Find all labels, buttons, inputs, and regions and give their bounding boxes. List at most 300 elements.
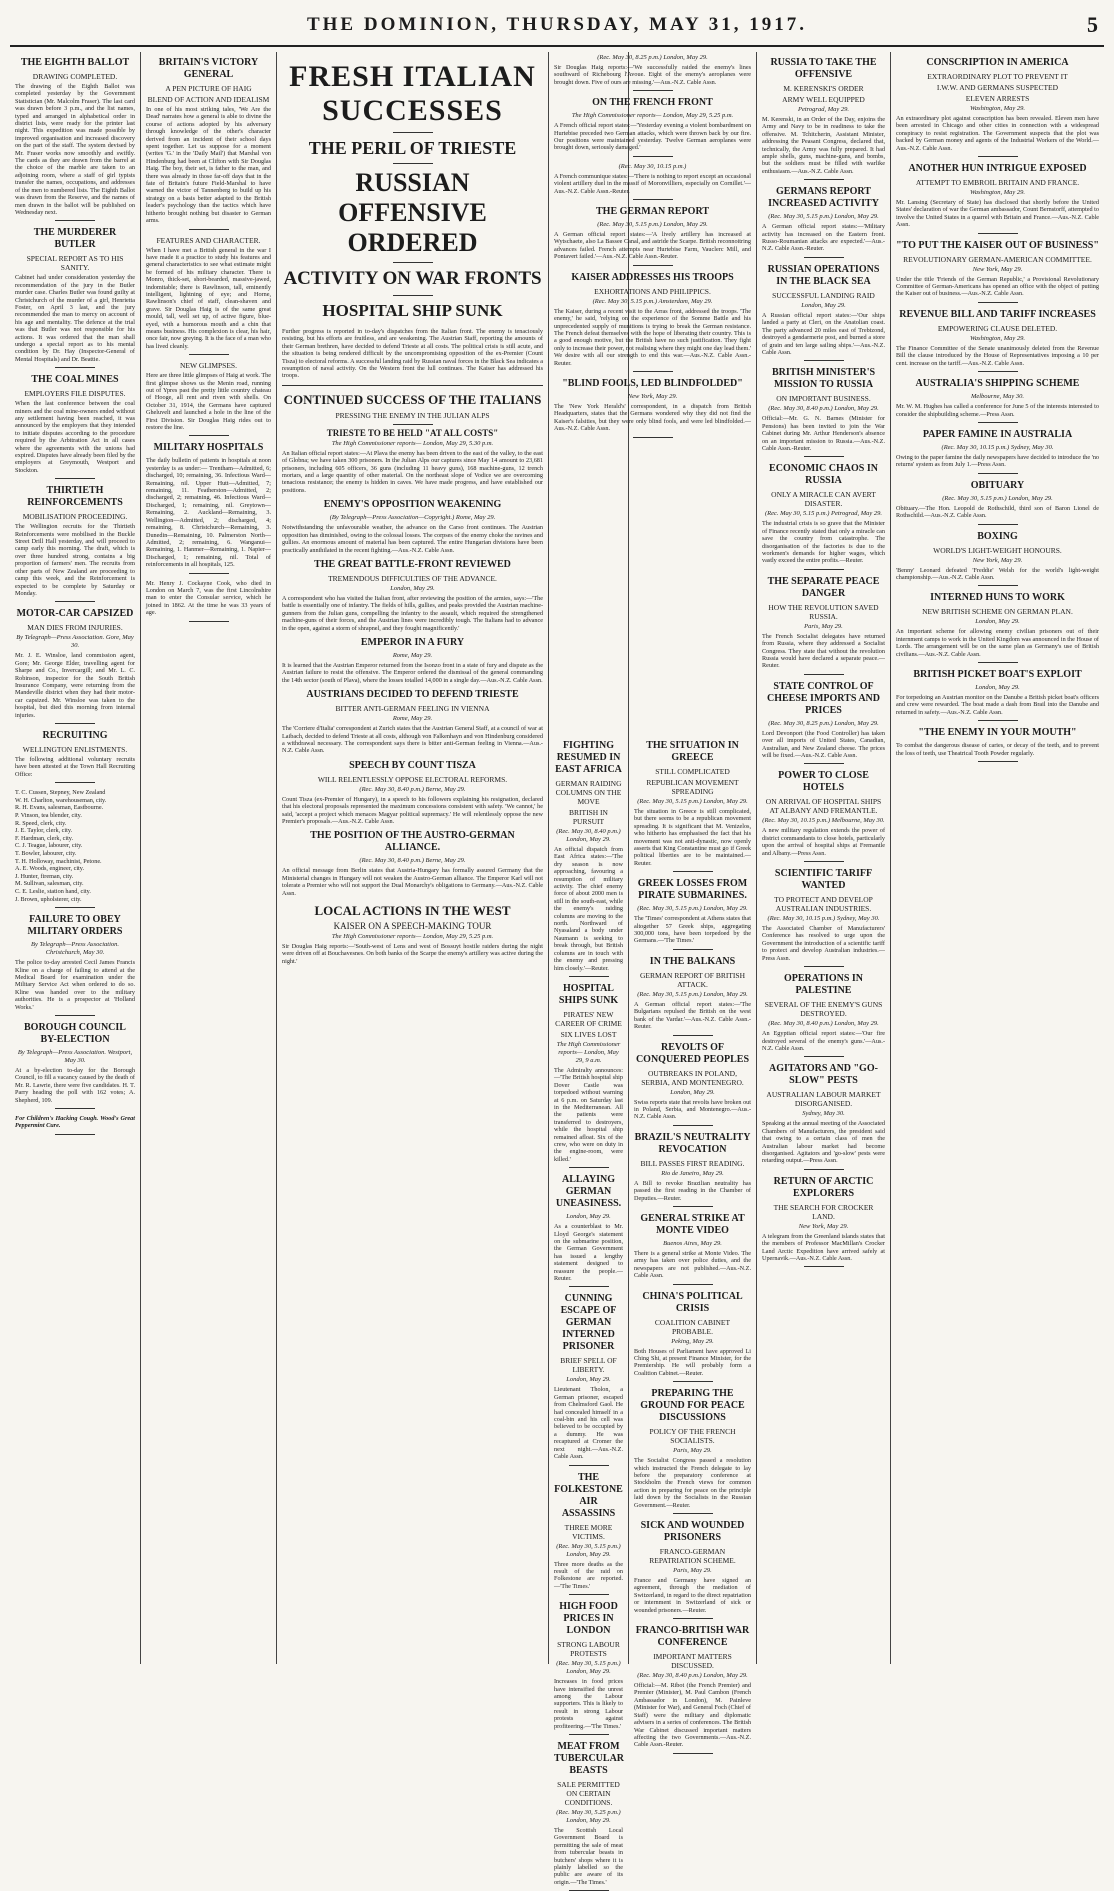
article-dateline: Sydney, May 30.: [802, 1110, 845, 1118]
article: [634, 1042, 751, 1126]
article: [896, 309, 1099, 372]
article: [15, 485, 135, 602]
article-headline: GREEK LOSSES FROM PIRATE SUBMARINES.: [637, 878, 748, 902]
divider: [673, 1513, 713, 1514]
article-dateline: (Rec. May 30, 5.15 p.m.) London, May 29.: [597, 221, 708, 229]
article-body: The police to-day arrested Cecil James Francis Kline on a charge of failing to attend at the Medical Board for examination under the Military Service Act when ordered to do so. Kline was handed over to the military authorities. He is a prospector at 'Holland Works.': [15, 959, 135, 1011]
divider: [55, 478, 95, 479]
dateline: (Rec. May 30, 8.40 p.m.) Berne, May 29.: [359, 857, 466, 865]
article-body: Both Houses of Parliament have approved Li Ching Shi, at present Finance Minister, for the Premiership. He will probably form a Coalition Cabinet.—Reuter.: [634, 1347, 751, 1377]
column-1: [10, 52, 140, 1664]
article-dateline: (Rec. May 30, 8.40 p.m.) London, May 29.: [768, 405, 879, 413]
dateline: (By Telegraph—Press Association—Copyright.) Rome, May 29.: [329, 514, 496, 522]
article-body: Increases in food prices have intensified the unrest among the Labour supporters. This is likely to result in strong Labour protests against profiteering.—'The Times.': [554, 1678, 623, 1730]
article-dateline: London, May 29.: [670, 1088, 715, 1096]
article: [15, 730, 135, 783]
article: [896, 240, 1099, 303]
article-dateline: Peking, May 29.: [671, 1337, 714, 1345]
banner-headline-russian-offensive: RUSSIAN OFFENSIVE ORDERED: [338, 168, 487, 257]
article-dateline: Washington, May 29.: [969, 334, 1025, 342]
article: [896, 727, 1099, 762]
divider: [673, 1035, 713, 1036]
banner-headline-peril-of-trieste: THE PERIL OF TRIESTE: [308, 138, 517, 158]
article-subhead: A PEN PICTURE OF HAIG: [165, 84, 252, 93]
article: [554, 1472, 623, 1596]
banner-headline-activity-on-war-fronts: ACTIVITY ON WAR FRONTS: [283, 268, 542, 289]
article-headline: REVENUE BILL AND TARIFF INCREASES: [899, 308, 1096, 320]
article-body: The Finance Committee of the Senate unanimously deleted from the Revenue Bill the clause introduced by the House of Representatives imposing a 10 per cent. increase on the tariff.—Aus.-N.Z. Cable Assn.: [896, 344, 1099, 367]
divider: [978, 156, 1018, 157]
article: [896, 163, 1099, 234]
article: [554, 740, 623, 977]
divider: [804, 966, 844, 967]
divider: [55, 220, 95, 221]
article-headline: ANOTHER HUN INTRIGUE EXPOSED: [908, 163, 1087, 175]
article-headline: BRITISH MINISTER'S MISSION TO RUSSIA: [771, 367, 876, 391]
lead-summary: Further progress is reported in to-day's dispatches from the Italian front. The enemy is tenaciously resisting, but his efforts are fruitless, and are weakening. The Austrian Staff, reporting the amounts of their German brethren, have decided to defend Trieste at all costs. The political crisis is still acute, and the situation is being rendered difficult by the uncompromising opposition of the ex-Premier (Count Tisza) to electoral reforms. A successful landing raid by Russian naval forces in the Black Sea indicates a resumption of naval activity. On the Western front the lull continues. The Kaiser has addressed his troops.: [282, 328, 543, 380]
article-body: There is a general strike at Monte Video. The army has taken over police duties, and the newspapers are not published.—Aus.-N.Z. Cable Assn.: [634, 1249, 751, 1280]
subhead: PRESSING THE ENEMY IN THE JULIAN ALPS: [335, 410, 490, 420]
article: [762, 1176, 885, 1268]
article-subhead: ON IMPORTANT BUSINESS.: [776, 394, 871, 404]
column-8: [891, 52, 1104, 1664]
article-headline: BRITAIN'S VICTORY GENERAL: [158, 57, 259, 80]
article-headline: BOXING: [977, 530, 1018, 542]
divider: [804, 1056, 844, 1057]
divider: [393, 424, 433, 425]
article-body: When the last conference between the coal miners and the coal mine-owners ended without any settlement having been reached, it was announced by the employers that they intended to initiate disputes according to the procedure required by the Arbitration Act in all cases where the agreements with the unions had expired. Disputes have already been filed by the employers at Greymouth, Westport and Stockton.: [15, 400, 135, 474]
divider: [978, 371, 1018, 372]
article-body: The 'Corriere d'Italia' correspondent at Zurich states that the Austrian General Staff, at a council of war at Laibach, decided to defend Trieste at all costs, although von Falkenhayn and von Hindenburg considered a withdrawal necessary. The correspondent says there is bitter anti-German feeling in Vienna.—Aus.-N.Z. Cable Assn.: [282, 725, 543, 755]
article-dateline: London, May 29.: [566, 1376, 611, 1384]
article-dateline: London, May 29.: [566, 1213, 611, 1221]
divider: [978, 473, 1018, 474]
article-dateline: (Rec. May 30, 5.15 p.m.) London, May 29.: [637, 905, 748, 913]
divider: [633, 371, 673, 372]
article-headline: SICK AND WOUNDED PRISONERS: [640, 1520, 745, 1544]
divider: [633, 90, 673, 91]
article-subhead: EXHORTATIONS AND PHILIPPICS.: [594, 286, 711, 296]
article: [15, 1022, 135, 1109]
article-body: The Admiralty announces:—'The British hospital ship Dover Castle was torpedoed without warning at 6 p.m. on Saturday last in the Mediterranean. All the patients were transferred to destroyers, while the hospital ship remained afloat. Six of the crew, who were on duty in the engine-room, were killed.': [554, 1066, 623, 1163]
article-body: The 'New York Herald's' correspondent, in a dispatch from British Headquarters, states that the Germans wondered why they did not find the Kaiser's falsities, but they were only blind fools, and were led blindfolded.—Aus.-N.Z. Cable Assn.: [554, 402, 751, 433]
article-headline: REVOLTS OF CONQUERED PEOPLES: [635, 1041, 750, 1065]
divider: [978, 233, 1018, 234]
divider: [569, 1594, 609, 1595]
article-subhead: GERMAN REPORT OF BRITISH ATTACK.: [639, 970, 746, 989]
article-body: An extraordinary plot against conscription has been revealed. Eleven men have been arrested in Chicago and other cities in connection with a widespread conspiracy to resist registration. The Government suspects that the plot was backed by German money and agents of the Industrial Workers of the World.—Aus.-N.Z. Cable Assn.: [896, 115, 1099, 152]
article-dateline: (Rec. May 30, 5.15 p.m.) London, May 29.: [637, 798, 748, 805]
article: [146, 236, 271, 356]
divider: [393, 295, 433, 296]
divider: [804, 360, 844, 361]
article-body: 'Benny' Leonard defeated 'Freddie' Welsh for the world's light-weight championship.—Aus.-N.Z. Cable Assn.: [896, 566, 1099, 581]
divider: [633, 199, 673, 200]
article-subhead: FRANCO-GERMAN REPATRIATION SCHEME.: [649, 1547, 736, 1566]
article-headline: MOTOR-CAR CAPSIZED: [16, 608, 134, 620]
article-body: In one of his most striking tales, 'We Are the Dead' narrates how a general is able to divine the course of actions adopted by his adversary through knowledge of the other's character derived from an incident of their school days spent together. Let us suppose for a moment (writes 'G.' in the 'Daily Mail') that Marshal von Hindenburg had been at Clifton with Sir Douglas Haig. The boy, their set, is father to the man, and there was already in those far-off days that in the fate of Britain's future Field-Marshal to have warned the victor of Tannenberg to build up his strategy on a basis better adapted to the British leader's psychology than the tactics which have hitherto brought nothing but disaster to German arms.: [146, 106, 271, 225]
article: [554, 983, 623, 1168]
article: [146, 361, 271, 436]
article: [634, 878, 751, 950]
column-2: [141, 52, 276, 1664]
article-headline: FRANCO-BRITISH WAR CONFERENCE: [635, 1625, 750, 1649]
advertisement: For Children's Hacking Cough. Wood's Great Peppermint Cure.: [15, 1114, 135, 1130]
article-headline: POWER TO CLOSE HOTELS: [778, 770, 869, 794]
article-body: Mr. Henry J. Cockayne Cook, who died in London on March 7, was the first Lincolnshire man to enter the Consular service, which he joined in 1862. At the time he was 33 years of age.: [146, 579, 271, 617]
article-body: At a by-election to-day for the Borough Council, to fill a vacancy caused by the death of Mr. R. Lawrie, there were five candidates. H. T. Parry heading the poll with 162 votes; A. Shepherd, 109.: [15, 1066, 135, 1104]
headline-count-tisza: SPEECH BY COUNT TISZA: [349, 759, 476, 771]
article-body: An official dispatch from East Africa states:—'The dry season is now approaching, favouring a resumption of military activity. The chief enemy force of about 2000 men is still in the south-east, while the enemy's raiding columns are moving to the north. Northward of Nyasaland a body under Naumann is seeking to break through, but British columns are in touch with the enemy and pressing him closely.'—Reuter.: [554, 846, 623, 972]
article-headline: OBITUARY: [970, 479, 1025, 491]
article-headline: BRAZIL'S NEUTRALITY REVOCATION: [634, 1131, 751, 1155]
article-headline: ON THE FRENCH FRONT: [592, 97, 713, 109]
article: [554, 206, 751, 266]
article-headline: GERMANS REPORT INCREASED ACTIVITY: [768, 186, 879, 210]
dateline: Rome, May 29.: [392, 651, 433, 659]
divider: [189, 354, 229, 355]
article-dateline: (Rec. May 30, 10.15 p.m.) Sydney, May 30.: [767, 915, 880, 923]
article-subhead: SALE PERMITTED ON CERTAIN CONDITIONS.: [557, 1779, 620, 1807]
article-body: A German official report states:—'Military activity has increased on the Eastern front. Russo-Roumanian attacks are expected.'—Aus.-N.Z. Cable Assn.-Reuter.: [762, 223, 885, 253]
article-dateline: (Rec. May 30, 5.15 p.m.) London, May 29.: [942, 494, 1053, 502]
article: [762, 1063, 885, 1169]
article: [634, 740, 751, 872]
article: [634, 1213, 751, 1285]
article: [554, 272, 751, 372]
article: [15, 57, 135, 221]
article: [554, 1174, 623, 1287]
article-subhead: DRAWING COMPLETED.: [32, 72, 118, 81]
lead-story-columns: [277, 52, 548, 1664]
article-body: As a counterblast to Mr. Lloyd George's statement on the submarine position, the German Government has issued a lengthy statement designed to reassure the people.—Reuter.: [554, 1223, 623, 1283]
article-subhead: STILL COMPLICATED: [655, 767, 730, 776]
article-dateline: London, May 29.: [975, 683, 1020, 691]
divider: [978, 585, 1018, 586]
article-dateline: (Rec. May 30, 5.15 p.m.) London, May 29.: [637, 990, 748, 998]
article-dateline: (Rec. May 30, 10.15 p.m.) Melbourne, May 30.: [762, 817, 885, 825]
column-5-upper: [549, 52, 756, 732]
divider: [55, 1134, 95, 1135]
article-headline: CUNNING ESCAPE OF GERMAN INTERNED PRISONER: [560, 1293, 617, 1353]
list-item: C. E. Leslie, station hand, city.: [15, 887, 91, 895]
article-body: Three more deaths as the result of the raid on Folkestone are reported.—'The Times.': [554, 1560, 623, 1590]
article-headline: "BLIND FOOLS, LED BLINDFOLDED": [562, 377, 743, 389]
article-dateline: (Rec. May 30, 8.40 p.m.) London, May 29.: [637, 1672, 748, 1680]
article-subhead: ONLY A MIRACLE CAN AVERT DISASTER.: [771, 490, 876, 509]
article: [762, 367, 885, 457]
article-body: Mr. J. E. Winsloe, land commission agent, Gore; Mr. George Elder, travelling agent for Sharpe and Co., Invercargill; and Mr. L. C. Robinson, inspector for the South British Insurance Company, were returning from the Mandeville district when they had their motor-car capsized. Mr. Winsloe was taken to the hospital, but died this morning from internal injuries.: [15, 652, 135, 719]
article-headline: THE FOLKESTONE AIR ASSASSINS: [554, 1471, 623, 1519]
article: [762, 973, 885, 1057]
article-headline: RETURN OF ARCTIC EXPLORERS: [773, 1175, 874, 1199]
article-body: Lieutenant Tholon, a German prisoner, escaped from Chelmsford Gaol. He had concealed himself in a coal-bin and his cell was believed to be occupied by a dummy. He was recaptured at Cromer the next night.—Aus.-N.Z. Cable Assn.: [554, 1386, 623, 1461]
divider: [55, 723, 95, 724]
article: [762, 770, 885, 862]
article-body: The Wellington recruits for the Thirtieth Reinforcements were mobilised in the Buckle Street Drill Hall yesterday, and will proceed to camp early this morning. The draft, which is over three hundred strong, contains a big proportion of farmers' men. The recruits from other parts of New Zealand are proceeding to camp this week, and the Reinforcement is expected to be complete by Saturday or Monday.: [15, 523, 135, 597]
article-subhead: GERMAN RAIDING COLUMNS ON THE MOVE: [555, 779, 622, 806]
article-subhead: TO PROTECT AND DEVELOP AUSTRALIAN INDUSTRIES.: [774, 895, 873, 914]
article-dateline: (Rec. May 30, 8.25 p.m.) London, May 29.: [597, 54, 708, 61]
article-body: The drawing of the Eighth Ballot was completed yesterday by the Government Statistician (Mr. Malcolm Fraser). The last card was drawn before 3 p.m., and the list names, typed and arranged in alphabetical order in district lists, were ready for the printer last night. This expedition was made possible by improved organisation and increased discovery on the part of the staff. The system devised by Mr. Fraser works now smoothly and swiftly. The cards as they are drawn from the barrel at the choice of the marble are taken to an adjoining room, where a staff of girl typists transfer the names, occupations, and addresses of the men to numbered lists. The Eighth Ballot was drawn from the Reserve, and the names of men drawn in the ballot will be published on Wednesday next.: [15, 83, 135, 216]
subhead: TREMENDOUS DIFFICULTIES OF THE ADVANCE.: [328, 573, 497, 583]
article: [634, 1625, 751, 1754]
divider: [804, 1266, 844, 1267]
article-subhead: EXTRAORDINARY PLOT TO PREVENT IT: [927, 72, 1068, 81]
article: [15, 1115, 135, 1135]
article-subhead: REPUBLICAN MOVEMENT SPREADING: [646, 778, 739, 796]
article: [896, 669, 1099, 721]
list-item: T. Bowler, labourer, city.: [15, 849, 77, 857]
article-headline: THE EIGHTH BALLOT: [20, 57, 130, 68]
article-headline: FIGHTING RESUMED IN EAST AFRICA: [555, 740, 622, 775]
article-subhead: PIRATES' NEW CAREER OF CRIME: [555, 1009, 622, 1028]
article-subhead: NEW GLIMPSES.: [180, 361, 237, 371]
divider: [55, 601, 95, 602]
article-body: Obituary.—The Hon. Leopold de Rothschild, third son of Baron Lionel de Rothschild.—Aus.-N.Z. Cable Assn.: [896, 504, 1099, 520]
divider: [393, 262, 433, 263]
divider: [804, 763, 844, 764]
column-7: [757, 52, 890, 1664]
article-dateline: Rio de Janeiro, May 29.: [661, 1169, 724, 1177]
list-item: P. Vinson, tea blender, city.: [15, 811, 82, 819]
article-headline: OPERATIONS IN PALESTINE: [784, 973, 863, 997]
divider: [673, 1618, 713, 1619]
article-body: M. Kerenski, in an Order of the Day, enjoins the Army and Navy to be in readiness to take the offensive. M. Tchitcherin, Assistant Minister, addressing the Peasant Congress, declared that, technically, the Army was fully prepared. It had ample shells, guns, machine-guns, and bombs, but the soldiers must be filled with warlike enthusiasm.—Aus.-N.Z. Cable Assn.: [762, 116, 885, 175]
article-dateline: Melbourne, May 30.: [970, 393, 1025, 401]
article-body: Speaking at the annual meeting of the Associated Chambers of Manufacturers, the president said that owing to a certain class of men the Australian labour market had become disorganised. Agitators and 'go-slow' pests were retarding output.—Press Assn.: [762, 1120, 885, 1165]
article-headline: BRITISH PICKET BOAT'S EXPLOIT: [913, 668, 1082, 680]
article-dateline: (Rec. May 30, 5.15 p.m.) Petrograd, May 29.: [764, 510, 883, 518]
article-subhead: MAN DIES FROM INJURIES.: [27, 623, 123, 633]
article-dateline: (Rec. May 30, 5.15 p.m.) London, May 29.: [556, 1660, 621, 1676]
article: [15, 789, 135, 908]
article: [554, 54, 751, 91]
article-body: The 'Times' correspondent at Athens states that altogether 57 Greek ships, aggregating 300,000 tons, have been torpedoed by the Germans.—'The Times.': [634, 915, 751, 945]
divider: [673, 949, 713, 950]
headline-alliance: THE POSITION OF THE AUSTRO-GERMAN ALLIANCE.: [310, 830, 515, 854]
article: [554, 163, 751, 200]
article-body: The situation in Greece is still complicated, but there seems to be a republican movement spreading. It is significant that M. Venizelos, who hitherto has emphasised the fact that his movement was not anti-dynastic, now openly asserts that King Constantine must go if Greek political liberties are to be maintained.—Reuter.: [634, 808, 751, 867]
article-headline: MILITARY HOSPITALS: [153, 442, 264, 454]
banner-headline-fresh-italian-successes: FRESH ITALIAN SUCCESSES: [289, 60, 536, 127]
article-subhead: WELLINGTON ENLISTMENTS.: [22, 744, 128, 754]
article-subhead: ELEVEN ARRESTS: [965, 94, 1030, 103]
article-headline: PAPER FAMINE IN AUSTRALIA: [922, 428, 1073, 440]
article-subhead: POLICY OF THE FRENCH SOCIALISTS.: [649, 1427, 736, 1446]
article: [896, 378, 1099, 423]
article-subhead: STRONG LABOUR PROTESTS: [557, 1640, 620, 1659]
article: [762, 681, 885, 765]
divider: [804, 257, 844, 258]
article-subhead: SUCCESSFUL LANDING RAID: [772, 290, 875, 300]
article-headline: "TO PUT THE KAISER OUT OF BUSINESS": [896, 239, 1099, 251]
article-body: Swiss reports state that revolts have broken out in Poland, Serbia, and Montenegro.—Aus.-N.Z. Cable Assn.: [634, 1098, 751, 1121]
article-subhead: SPECIAL REPORT AS TO HIS SANITY.: [26, 254, 124, 273]
article-body: An official message from Berlin states that Austria-Hungary has formally assured Germany that the Ministerial changes in Hungary will not weaken the Austro-German alliance. The Emperor Karl will not tolerate a Premier who will not support the Dual Monarchy's obligations to Germany.—Aus.-N.Z. Cable Assn.: [282, 867, 543, 897]
article-body: Official:—M. Ribot (the French Premier) and Premier (Minister), M. Paul Cambon (French Ambassador in London), M. Painleve (Minister for War), and General Foch (Chief of Staff) were the military and diplomatic advisers in a series of conferences. The British War Cabinet discussed important matters affecting the two Governments.—Aus.-N.Z. Cable Assn.-Reuter.: [634, 1682, 751, 1749]
divider: [978, 302, 1018, 303]
divider: [673, 1206, 713, 1207]
article-headline: FAILURE TO OBEY MILITARY ORDERS: [27, 914, 123, 938]
article-body: The Kaiser, during a recent visit to the Arras front, addressed the troops. 'The enemy,' he said, 'relying on the experience of the Somme Battle and his unprecedented supply of munitions is trying to break the German resistance. The French defeat themselves with the hope of liberating their country. This is a good enough motive, but the British have no such justification. They fight only to increase their power, not realising where they might one day lead them.' We desire with all our strength to end this war.—Aus.-N.Z. Cable Assn.-Reuter.: [554, 307, 751, 367]
article: [896, 592, 1099, 663]
article-subhead: NEW BRITISH SCHEME ON GERMAN PLAN.: [922, 607, 1073, 617]
article-headline: BOROUGH COUNCIL BY-ELECTION: [24, 1021, 126, 1045]
divider: [55, 907, 95, 908]
article: [762, 463, 885, 569]
article-subhead: BRITISH IN PURSUIT: [569, 808, 608, 826]
article-dateline: London, May 29.: [801, 301, 846, 309]
divider: [978, 720, 1018, 721]
divider: [55, 367, 95, 368]
article-dateline: Paris, May 29.: [673, 1447, 712, 1455]
article: [554, 378, 751, 438]
article-subhead: OUTBREAKS IN POLAND, SERBIA, AND MONTENEGRO.: [641, 1068, 744, 1087]
article-dateline: Buenos Aires, May 29.: [663, 1239, 722, 1247]
article-dateline: Washington, May 29.: [969, 189, 1025, 197]
article-body: An Egyptian official report states:—'Our fire destroyed several of the enemy's guns.'—Aus.-N.Z. Cable Assn.: [762, 1030, 885, 1052]
list-item: J. Brown, upholsterer, city.: [15, 895, 82, 903]
headline-enemy-opposition: ENEMY'S OPPOSITION WEAKENING: [323, 499, 502, 511]
masthead-rule: [10, 45, 1104, 47]
article-body: The French Socialist delegates have returned from Russia, where they addressed a Socialist Congress. They state that without the revolution Russia would have declared a separate peace.—Reuter.: [762, 632, 885, 670]
article-body: Cabinet had under consideration yesterday the recommendation of the jury in the Butler murder case. Charles Butler was found guilty at Christchurch of the murder of a girl, Henrietta Foster, on April 3 last, and the jury recommended the man to mercy on account of his age and mentality. The defence at the trial was that Butler was not responsible for his actions. It was ordered that the man shall undergo a special report as to his mental condition by Dr. Hay (Inspector-General of Mental Hospitals) and Dr. Beattie.: [15, 274, 135, 363]
article-subhead: M. KERENSKI'S ORDER: [783, 84, 864, 93]
article: [15, 374, 135, 479]
article-subhead: AUSTRALIAN LABOUR MARKET DISORGANISED.: [766, 1090, 881, 1109]
divider: [804, 1169, 844, 1170]
article-body: Count Tisza (ex-Premier of Hungary), in a speech to his followers explaining his resignation, declared that his electoral proposals represented the maximum concessions consistent with safety. 'We cannot,' he said, 'accept a project which menaces Magyar political supremacy.' He will relentlessly oppose the new Premier's proposals.—Aus.-N.Z. Cable Assn.: [282, 795, 543, 825]
article: [896, 480, 1099, 525]
article: [634, 1388, 751, 1514]
article: [634, 1132, 751, 1207]
article-body: The industrial crisis is so grave that the Minister of Finance recently stated that only a miracle can save the country from catastrophe. The disorganisation of the factories is due to the workmen's demands for higher wages, which vastly exceed the entire profits.—Reuter.: [762, 520, 885, 565]
divider: [673, 1284, 713, 1285]
article-body: The Associated Chamber of Manufacturers' Conference has resolved to urge upon the Government the introduction of a scientific tariff to protect and develop Australian industries.—Press Assn.: [762, 925, 885, 962]
article-subhead: COALITION CABINET PROBABLE.: [654, 1317, 731, 1336]
divider: [673, 1753, 713, 1754]
article-body: A Russian official report states:—'Our ships landed a party at Cleri, on the Anatolian coast. The party advanced 20 miles east of Trebizond, destroyed a gendarmerie post, and burned a store of grain and ten large sailing ships.'—Aus.-N.Z. Cable Assn.: [762, 311, 885, 356]
subhead: KAISER ON A SPEECH-MAKING TOUR: [333, 921, 492, 932]
divider: [569, 1167, 609, 1168]
divider: [189, 435, 229, 436]
article-headline: INTERNED HUNS TO WORK: [930, 592, 1065, 604]
article-dateline: (Rec. May 30, 8.25 p.m.) London, May 29.: [768, 719, 879, 727]
divider: [804, 674, 844, 675]
list-item: T. C. Cussen, Stepney, New Zealand: [15, 789, 106, 797]
article-dateline: New York, May 29.: [972, 265, 1023, 273]
article-body: The Scottish Local Government Board is permitting the sale of meat from tubercular beasts in butchers' shops where it is plainly labelled so the public are aware of its origin.—'The Times.': [554, 1826, 623, 1886]
article-subhead: FEATURES AND CHARACTER.: [156, 235, 261, 245]
article-body: An Italian official report states:—At Plava the enemy has been driven to the east of the valley, to the east of Globna; we have taken 300 prisoners. In the Julian Alps our captures since May 14 amount to 23,681 prisoners, including 605 officers, 36 guns (including 11 heavy guns), 168 machine-guns, 12 trench mortars, and a large quantity of other material. On the northeast slope of Vodice we are overcoming tenacious resistance; the enemy is hidden in caves. We have made progress, and have established our positions.: [282, 449, 543, 494]
article-dateline: Paris, May 29.: [804, 622, 843, 630]
article: [762, 868, 885, 967]
divider: [633, 265, 673, 266]
article: [146, 442, 271, 573]
article-body: Mr. Lansing (Secretary of State) has disclosed that shortly before the United States' declaration of war the German ambassador, Count Bernstorff, attempted to involve the United States in a quarrel with Britain and France.—Aus.-N.Z. Cable Assn.: [896, 199, 1099, 229]
article-dateline: London, May 29.: [975, 618, 1020, 626]
article-dateline: New York, May 29.: [627, 392, 678, 400]
article-body: Lord Devonport (the Food Controller) has taken over all imports of United States, Canadian, Australian, and New Zealand cheese. The prices will be fixed.—Aus.-N.Z. Cable Assn.: [762, 729, 885, 760]
banner-headline-hospital-ship-sunk: HOSPITAL SHIP SUNK: [322, 301, 503, 320]
article-subhead: REVOLUTIONARY GERMAN-AMERICAN COMMITTEE.: [903, 254, 1092, 264]
article-dateline: Petrograd, May 29.: [797, 106, 850, 113]
article-body: France and Germany have signed an agreement, through the mediation of Switzerland, in regard to the direct repatriation or internment in Switzerland of sick or wounded prisoners.—Reuter.: [634, 1577, 751, 1614]
article: [896, 429, 1099, 474]
article-subhead: EMPLOYERS FILE DISPUTES.: [24, 389, 126, 399]
article: [15, 227, 135, 368]
article-headline: RUSSIA TO TAKE THE OFFENSIVE: [770, 57, 877, 80]
article-dateline: New York, May 29.: [798, 1222, 849, 1230]
masthead: [0, 0, 1114, 48]
article-headline: IN THE BALKANS: [649, 955, 736, 967]
article-headline: AUSTRALIA'S SHIPPING SCHEME: [915, 378, 1080, 390]
article-headline: RUSSIAN OPERATIONS IN THE BLACK SEA: [767, 263, 880, 287]
article: [554, 1741, 623, 1891]
article-body: A German official report states:—'The Bulgarians repulsed the British on the west bank of the Vardar.'—Aus.-N.Z. Cable Assn.-Reuter.: [634, 1000, 751, 1031]
article: [146, 57, 271, 230]
dateline: The High Commissioner reports— London, May 29, 5.25 p.m.: [331, 933, 494, 941]
article-subhead: HOW THE REVOLUTION SAVED RUSSIA.: [768, 602, 879, 621]
divider: [569, 1734, 609, 1735]
divider: [569, 1286, 609, 1287]
divider: [55, 1108, 95, 1109]
subhead: WILL RELENTLESSLY OPPOSE ELECTORAL REFORMS.: [317, 774, 508, 784]
article: [762, 186, 885, 258]
article-headline: PREPARING THE GROUND FOR PEACE DISCUSSIONS: [640, 1388, 745, 1424]
divider: [569, 1465, 609, 1466]
article-body: An important scheme for allowing enemy civilian prisoners out of their internment camps to work in the United Kingdom was announced in the House of Lords. The arrangement will be on the same plan as Germany's use of British civilians.—Aus.-N.Z. Cable Assn.: [896, 628, 1099, 658]
article-headline: CONSCRIPTION IN AMERICA: [926, 57, 1069, 68]
article: [634, 956, 751, 1036]
article-dateline: (Rec. May 30, 10.15 p.m.): [618, 162, 687, 170]
divider: [978, 422, 1018, 423]
article-headline: ECONOMIC CHAOS IN RUSSIA: [769, 463, 878, 487]
divider: [804, 179, 844, 180]
dateline: The High Commissioner reports— London, May 29, 5.30 p.m.: [331, 439, 494, 447]
divider: [804, 569, 844, 570]
article-headline: HOSPITAL SHIPS SUNK: [558, 982, 619, 1006]
article-dateline: Washington, May 29.: [969, 105, 1025, 112]
list-item: J. Hunter, fireman, city.: [15, 872, 74, 880]
article-body: A French official report states:—'Yesterday evening a violent bombardment on Hurtebise preceded two German attacks, which were thrown back by our fire. Our positions were maintained yesterday. Twelve German aeroplanes were brought down, seriously damaged.': [554, 122, 751, 152]
article-dateline: (Rec. May 30, 10.15 p.m.) Sydney, May 30.: [941, 443, 1054, 451]
article-subhead: I.W.W. AND GERMANS SUSPECTED: [936, 83, 1059, 92]
article-dateline: The High Commissioner reports— London, May 29, 5.25 p.m.: [571, 112, 734, 120]
column-5-lower: [549, 735, 628, 1886]
article-subhead: SEVERAL OF THE ENEMY'S GUNS DESTROYED.: [764, 1000, 883, 1019]
article-headline: RECRUITING: [42, 729, 108, 741]
list-item: W. H. Charlton, warehouseman, city.: [15, 796, 107, 804]
article-dateline: By Telegraph—Press Association. Westport, May 30.: [17, 1048, 133, 1064]
article-headline: GENERAL STRIKE AT MONTE VIDEO: [640, 1212, 745, 1236]
article-body: Owing to the paper famine the daily newspapers have decided to introduce the 'no returns' system as from July 1.—Press Assn.: [896, 453, 1100, 469]
divider: [673, 1125, 713, 1126]
article-headline: THE SITUATION IN GREECE: [646, 740, 739, 763]
headline-italian-success: CONTINUED SUCCESS OF THE ITALIANS: [283, 391, 542, 407]
divider: [804, 456, 844, 457]
article-headline: THE COAL MINES: [31, 374, 119, 386]
article-headline: THE MURDERER BUTLER: [33, 227, 117, 251]
divider: [978, 662, 1018, 663]
list-item: T. H. Holloway, machinist, Petone.: [15, 857, 102, 865]
article: [762, 264, 885, 361]
article-subhead: EMPOWERING CLAUSE DELETED.: [937, 323, 1058, 333]
headline-defend-trieste: AUSTRIANS DECIDED TO DEFEND TRIESTE: [306, 689, 519, 701]
article-subhead: ATTEMPT TO EMBROIL BRITAIN AND FRANCE.: [915, 178, 1080, 188]
headline-local-actions: LOCAL ACTIONS IN THE WEST: [314, 903, 511, 919]
